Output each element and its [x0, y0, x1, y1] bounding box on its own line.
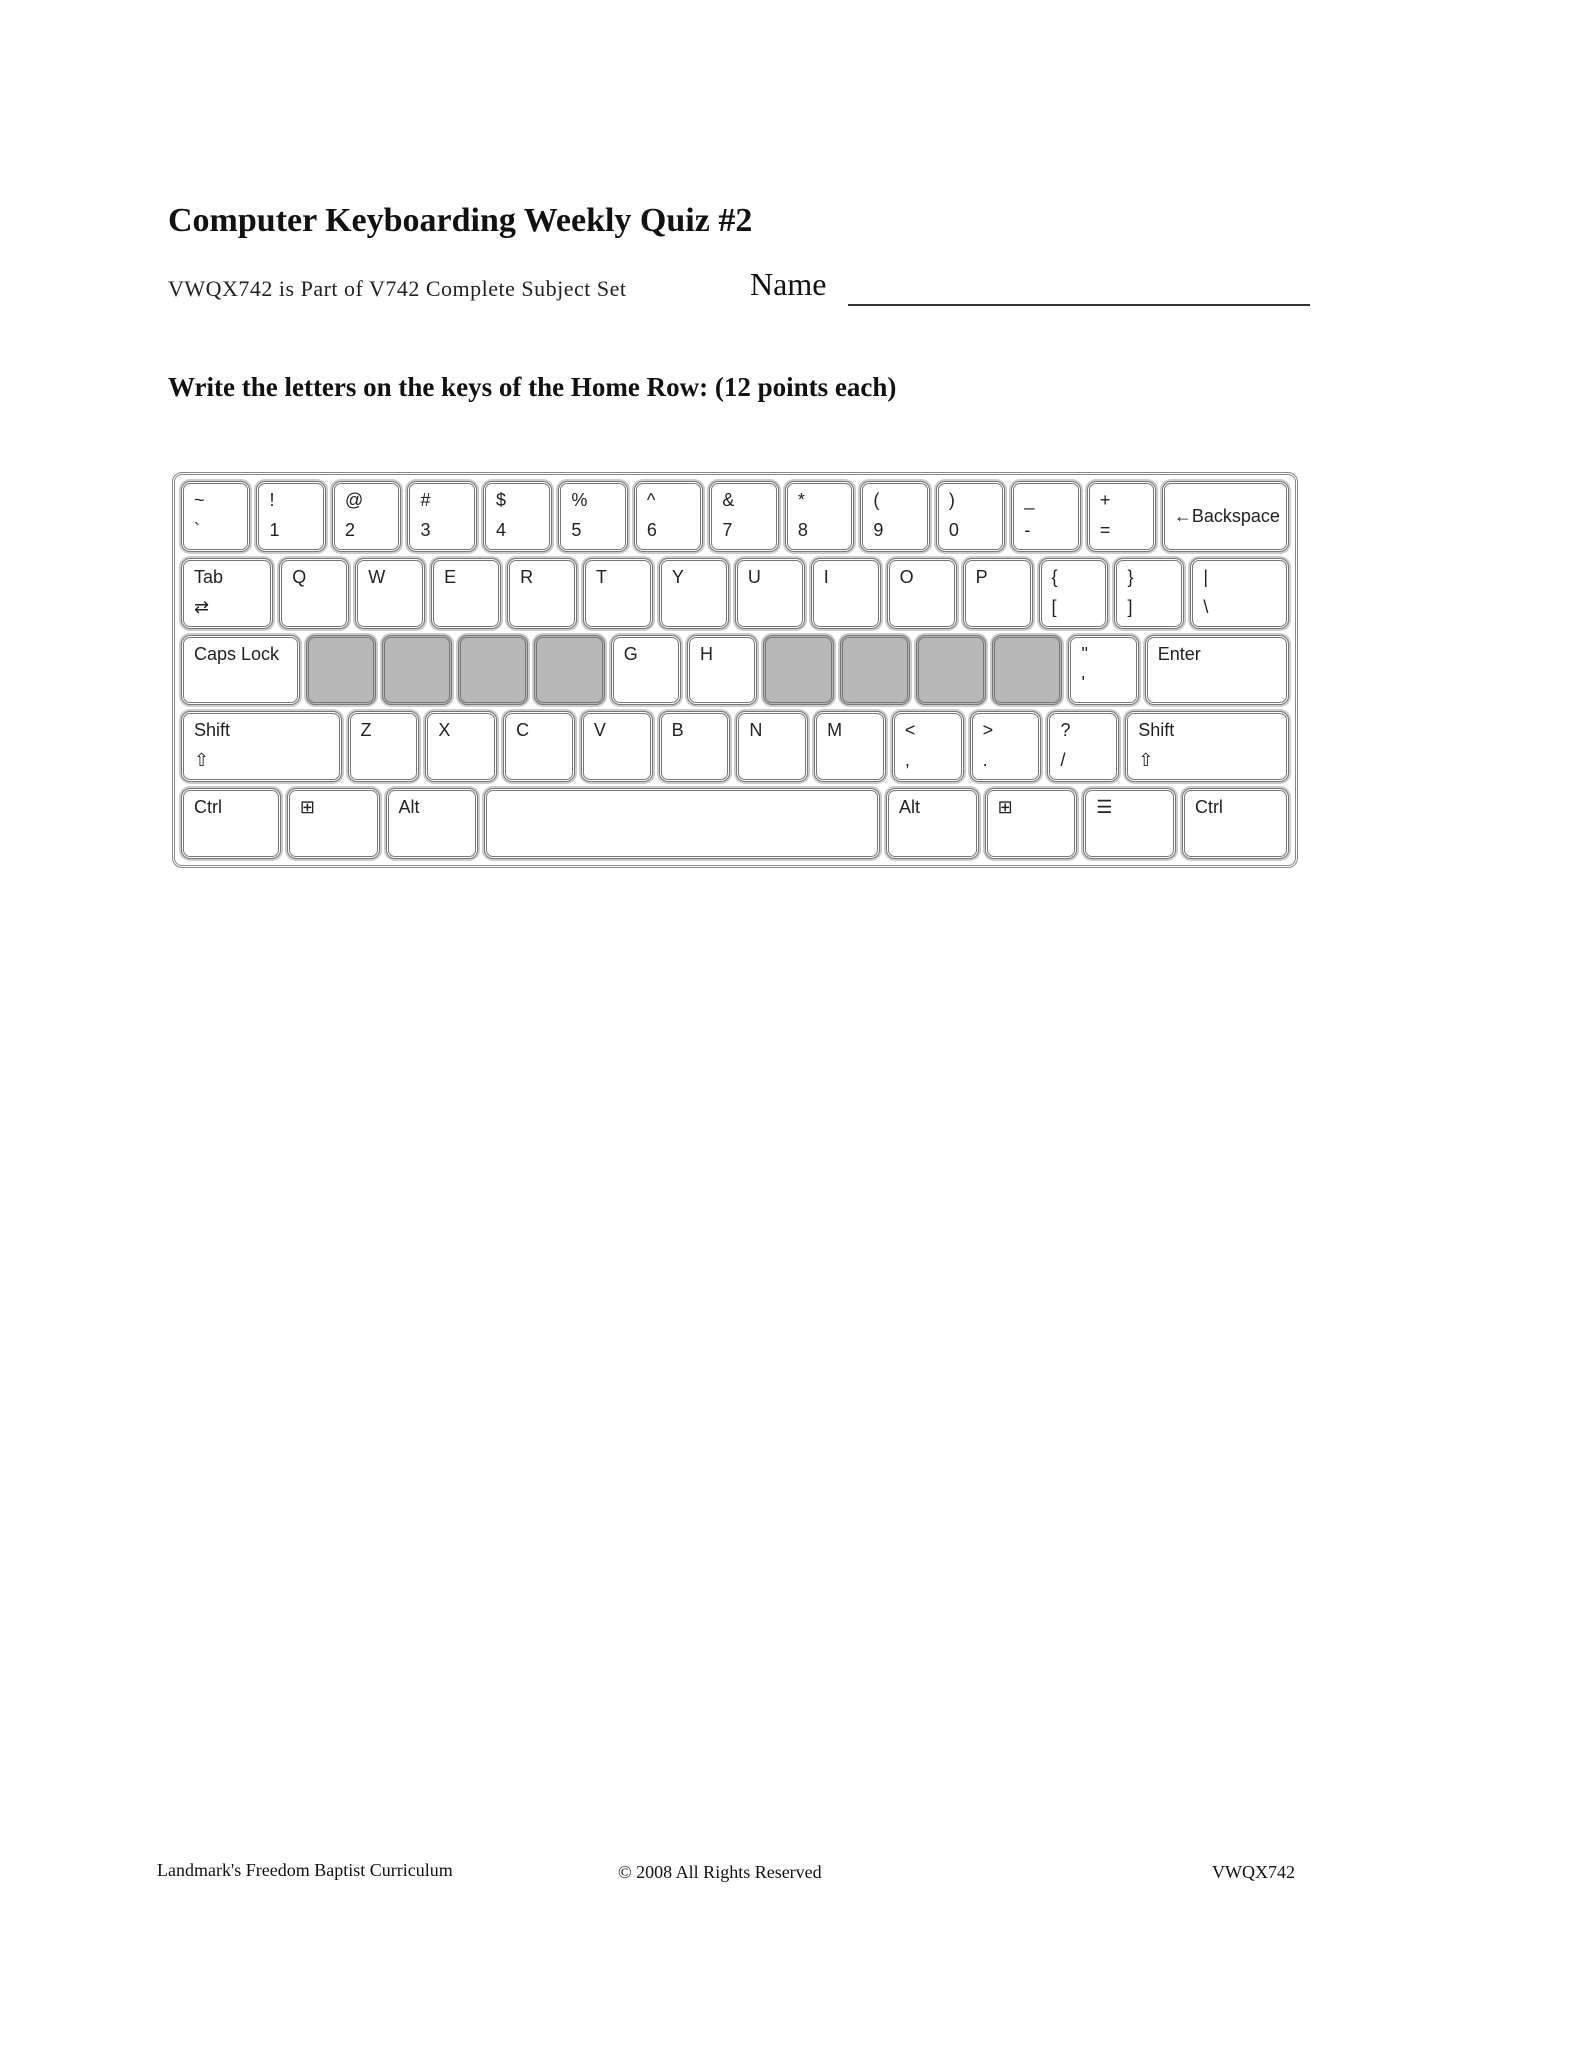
key-label: .: [982, 750, 988, 771]
key-label: ,: [904, 750, 910, 771]
key-label: !: [269, 490, 275, 510]
key: [970, 711, 1042, 782]
key: [634, 481, 703, 552]
key-label: ☰: [1096, 797, 1113, 818]
home-row-blank-key[interactable]: [840, 635, 910, 706]
key: [1011, 481, 1080, 552]
key-label: 0: [948, 519, 959, 540]
key-label: O: [899, 566, 914, 587]
key: [425, 711, 497, 782]
key-label: %: [571, 490, 588, 510]
key: [735, 558, 805, 629]
key-label: U: [747, 566, 761, 587]
key: [1162, 481, 1289, 552]
key-label: B: [671, 720, 684, 741]
key-label: Y: [671, 566, 684, 587]
key-label: $: [495, 490, 506, 510]
footer-copyright: © 2008 All Rights Reserved: [618, 1862, 822, 1882]
key-label: ~: [194, 490, 205, 510]
key: [687, 635, 757, 706]
key: [611, 635, 681, 706]
key-label: 7: [722, 519, 733, 540]
keyboard-row: [181, 711, 1289, 782]
key-label: I: [823, 566, 829, 587]
home-row-blank-key[interactable]: [534, 635, 604, 706]
key: [355, 558, 425, 629]
key: [1047, 711, 1119, 782]
key-label: 9: [873, 519, 884, 540]
key: [1114, 558, 1184, 629]
key: [892, 711, 964, 782]
key: [181, 788, 281, 859]
key: [887, 558, 957, 629]
keyboard-row: [181, 635, 1289, 706]
footer-code: VWQX742: [1212, 1862, 1295, 1882]
home-row-blank-key[interactable]: [916, 635, 986, 706]
key-label: ⇄: [194, 596, 210, 617]
key-label: Shift: [1138, 720, 1175, 741]
key: [507, 558, 577, 629]
key-label: ): [948, 490, 955, 510]
key: [484, 788, 880, 859]
key-label: Z: [360, 720, 372, 741]
key-label: Caps Lock: [194, 643, 280, 664]
key-label: M: [827, 720, 843, 741]
key-label: V: [593, 720, 606, 741]
key-label: /: [1060, 750, 1066, 771]
key-label: N: [749, 720, 763, 741]
key-label: 8: [797, 519, 808, 540]
key-label: \: [1203, 596, 1209, 617]
key-label: ←Backspace: [1173, 506, 1280, 526]
key-label: &: [722, 490, 735, 510]
key-label: Shift: [194, 720, 231, 741]
key-label: ]: [1127, 596, 1133, 617]
key: [583, 558, 653, 629]
key-label: P: [975, 566, 988, 587]
subtitle: VWQX742 is Part of V742 Complete Subject Set: [168, 276, 627, 301]
key-label: 5: [571, 519, 582, 540]
key: [431, 558, 501, 629]
key: [963, 558, 1033, 629]
home-row-blank-key[interactable]: [306, 635, 376, 706]
key-label: H: [700, 643, 713, 664]
key-label: ⇧: [194, 750, 210, 771]
key-label: <: [904, 720, 916, 741]
key: [483, 481, 552, 552]
key: [386, 788, 479, 859]
keyboard-diagram: [172, 472, 1298, 868]
key-label: ": [1081, 643, 1088, 664]
page-title: Computer Keyboarding Weekly Quiz #2: [168, 202, 753, 239]
key-label: T: [595, 566, 607, 587]
key: [256, 481, 325, 552]
key-label: Ctrl: [194, 797, 222, 818]
key: [181, 711, 342, 782]
key-label: *: [797, 490, 805, 510]
key: [1068, 635, 1138, 706]
key-label: [: [1051, 596, 1057, 617]
key-label: _: [1024, 490, 1035, 510]
key-label: {: [1051, 566, 1058, 587]
key-label: ⊞: [299, 797, 315, 818]
key-label: X: [438, 720, 451, 741]
key-label: -: [1024, 519, 1031, 540]
key: [936, 481, 1005, 552]
key: [1087, 481, 1156, 552]
key-label: ⇧: [1138, 750, 1154, 771]
key: [811, 558, 881, 629]
key: [407, 481, 476, 552]
key-label: Tab: [194, 566, 224, 587]
keyboard-row: [181, 481, 1289, 552]
key-label: Q: [292, 566, 307, 587]
key-label: ': [1081, 673, 1085, 694]
key: [332, 481, 401, 552]
key-label: >: [982, 720, 994, 741]
key-label: +: [1099, 490, 1111, 510]
key: [1125, 711, 1289, 782]
home-row-blank-key[interactable]: [992, 635, 1062, 706]
key-label: (: [873, 490, 880, 510]
key-label: 3: [420, 519, 431, 540]
key-label: }: [1127, 566, 1134, 587]
keyboard-row: [181, 788, 1289, 859]
key: [860, 481, 929, 552]
key: [1190, 558, 1289, 629]
key: [181, 635, 300, 706]
key: [814, 711, 886, 782]
key-label: R: [520, 566, 534, 587]
home-row-blank-key[interactable]: [458, 635, 528, 706]
key-label: 4: [495, 519, 506, 540]
instruction: Write the letters on the keys of the Home Row: (12 points each): [168, 372, 897, 402]
name-field-line[interactable]: [848, 304, 1310, 306]
key-label: 1: [269, 519, 280, 540]
key: [1145, 635, 1289, 706]
key-label: ⊞: [997, 797, 1013, 818]
key-label: Ctrl: [1194, 797, 1223, 818]
key-label: Alt: [899, 797, 921, 818]
key-label: ?: [1060, 720, 1071, 741]
key: [181, 558, 273, 629]
key-label: E: [444, 566, 457, 587]
home-row-blank-key[interactable]: [382, 635, 452, 706]
key-label: =: [1099, 519, 1111, 540]
key: [287, 788, 380, 859]
key: [709, 481, 778, 552]
key-label: 2: [344, 519, 355, 540]
key: [785, 481, 854, 552]
key: [1083, 788, 1176, 859]
footer-publisher: Landmark's Freedom Baptist Curriculum: [157, 1860, 453, 1880]
key-label: #: [420, 490, 431, 510]
key: [659, 711, 731, 782]
key-label: `: [194, 519, 200, 540]
key-label: G: [623, 643, 638, 664]
key: [736, 711, 808, 782]
key: [348, 711, 420, 782]
key: [581, 711, 653, 782]
key: [503, 711, 575, 782]
key: [181, 481, 250, 552]
key-label: Enter: [1157, 643, 1201, 664]
key-label: Alt: [398, 797, 420, 818]
key: [1039, 558, 1109, 629]
key-label: |: [1203, 566, 1209, 587]
key: [558, 481, 627, 552]
key-label: C: [516, 720, 530, 741]
key: [659, 558, 729, 629]
key: [985, 788, 1078, 859]
key-label: ^: [646, 490, 656, 510]
key-label: 6: [646, 519, 657, 540]
name-label: Name: [750, 266, 827, 302]
key-label: @: [344, 490, 364, 510]
key: [886, 788, 979, 859]
home-row-blank-key[interactable]: [763, 635, 833, 706]
key: [279, 558, 349, 629]
key-label: W: [368, 566, 386, 587]
key: [1182, 788, 1289, 859]
keyboard-row: [181, 558, 1289, 629]
